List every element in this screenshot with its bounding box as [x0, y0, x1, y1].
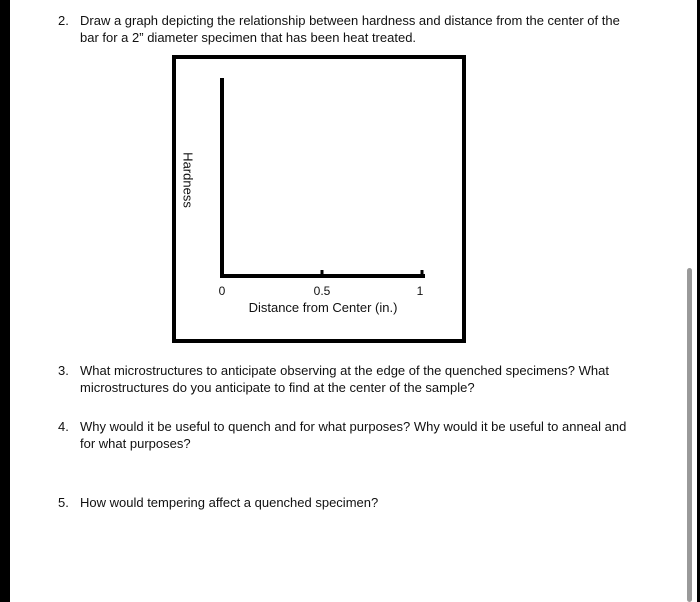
x-tick-label: 1 [416, 284, 424, 298]
question-5 [58, 494, 640, 511]
question-number: 2. [58, 13, 69, 28]
x-tick-label: 0.5 [313, 284, 331, 298]
x-axis-label: Distance from Center (in.) [248, 300, 398, 315]
question-number: 3. [58, 363, 69, 378]
question-text: What microstructures to anticipate observing at the edge of the quenched specimens? What microstructures do you anticipate to find at the center of the sample? [80, 363, 609, 395]
question-4 [58, 418, 640, 452]
x-tick-label: 0 [218, 284, 226, 298]
y-axis-label: Hardness [180, 152, 196, 208]
question-number: 5. [58, 495, 69, 510]
question-number: 4. [58, 419, 69, 434]
question-text: Draw a graph depicting the relationship between hardness and distance from the center of the bar for a 2” diameter specimen that has been heat treated. [80, 13, 620, 45]
question-text: How would tempering affect a quenched specimen? [80, 495, 379, 510]
question-3 [58, 362, 640, 396]
question-text: Why would it be useful to quench and for what purposes? Why would it be useful to anneal and for what purposes? [80, 419, 627, 451]
